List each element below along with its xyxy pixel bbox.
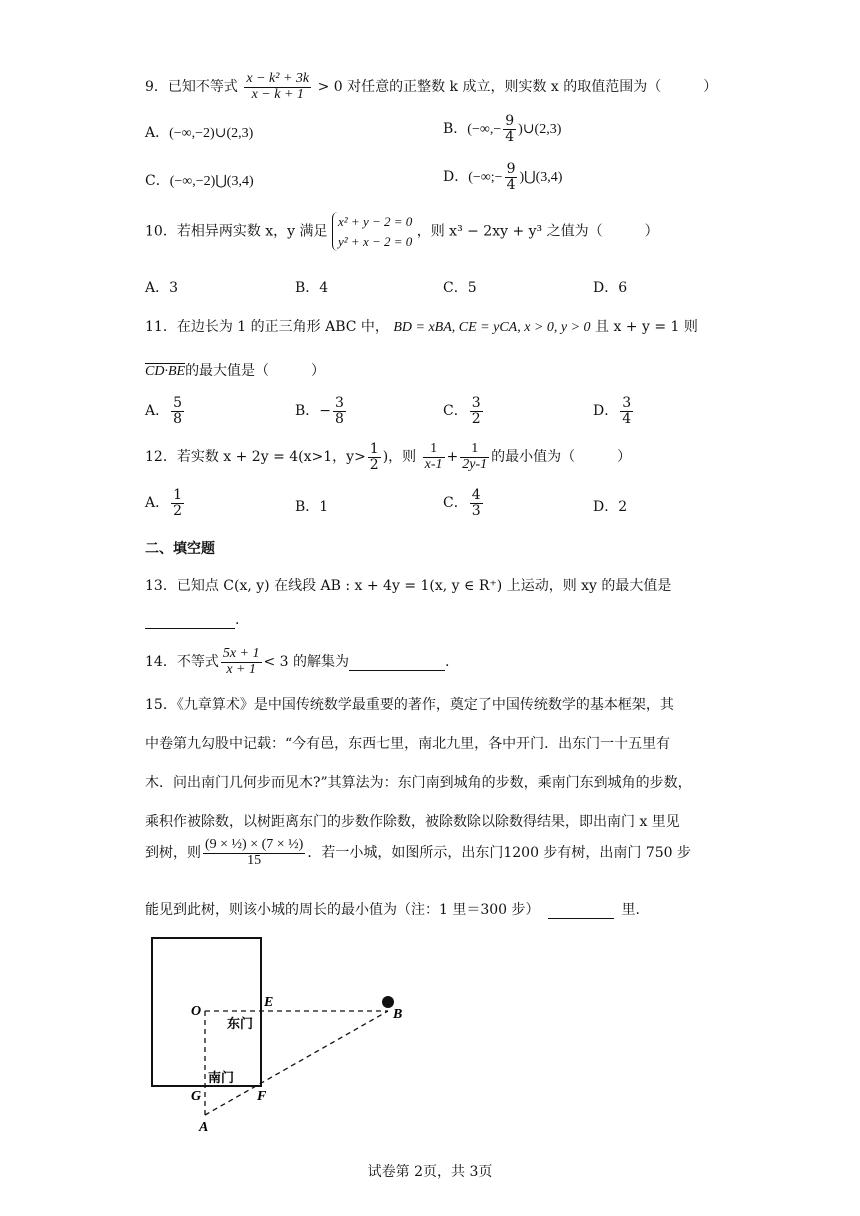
q12-number: 12．	[145, 449, 177, 466]
page-footer: 试卷第 2页，共 3页	[367, 1164, 493, 1180]
section-heading-fill-in: 二、填空题	[145, 541, 215, 557]
label-east-gate: 东门	[227, 1017, 254, 1032]
q11-condition: BD = xBA, CE = yCA, x > 0, y > 0	[393, 320, 591, 335]
q14-number: 14．	[145, 654, 177, 671]
q11-number: 11．	[145, 319, 177, 335]
label-o: O	[191, 1004, 202, 1019]
q9-option-d[interactable]: D．(−∞;− $\frac{9}{4}$ )⋃(3,4)	[443, 161, 563, 193]
q10-option-b[interactable]: B．4	[295, 280, 329, 296]
q11-stem: 11．在边长为 1 的正三角形 ABC 中， BD = xBA, CE = yCA, x > 0, y > 0 且 x + y = 1 则	[145, 319, 698, 335]
q10-system: x² + y − 2 = 0 y² + x − 2 = 0	[332, 212, 412, 251]
q10-option-d[interactable]: D．6	[593, 280, 628, 296]
q9-stem: 9．已知不等式 $\frac{\text{x − k² + 3k}}{x - k + 1}$ > 0 对任意的正整数 k 成立，则实数 x 的取值范围为（ ）	[145, 71, 718, 102]
q10-option-c[interactable]: C．5	[443, 280, 477, 296]
q15-line2: 中卷第九勾股中记载：“今有邑，东西七里，南北九里，各中开门．出东门一十五里有	[145, 736, 671, 752]
q9-option-b[interactable]: B．(−∞,− $\frac{9}{4}$ )∪(2,3)	[443, 113, 562, 145]
q11-stem-line2: CD·BE的最大值是（ ）	[145, 363, 326, 379]
label-e: E	[264, 995, 274, 1010]
q9-option-a[interactable]: A．(−∞,−2)∪(2,3)	[145, 125, 254, 141]
q13-number: 13．	[145, 578, 177, 594]
q15-line6: 能见到此树，则该小城的周长的最小值为（注：1 里＝300 步） 里.	[145, 902, 640, 918]
q15-line1: 15．《九章算术》是中国传统数学最重要的著作，奠定了中国传统数学的基本框架，其	[145, 697, 674, 713]
q11-option-c[interactable]: C． $\frac{3}{2}$	[443, 395, 481, 427]
q11-option-b[interactable]: B．− $\frac{3}{8}$	[295, 395, 344, 427]
q12-option-c[interactable]: C． $\frac{4}{3}$	[443, 487, 481, 519]
q11-option-a[interactable]: A． $\frac{5}{8}$	[145, 395, 183, 427]
q14-stem: 14．不等式 $\frac{5x + 1}{x + 1}$ < 3 的解集为 .	[145, 646, 450, 677]
label-b: B	[393, 1007, 403, 1022]
q15-line5: 到树，则 $\frac{\text{(9 × ½) × (7 × ½)}}{15}$ ．若一小城，如图所示，出东门1200 步有树，出南门 750 步	[145, 837, 692, 868]
label-a: A	[199, 1120, 209, 1135]
q10-option-a[interactable]: A．3	[145, 280, 179, 296]
q12-option-d[interactable]: D．2	[593, 499, 628, 515]
label-g: G	[191, 1089, 202, 1104]
q9-fraction: $\frac{\text{x − k² + 3k}}{x - k + 1}$	[246, 71, 310, 102]
label-f: F	[257, 1089, 267, 1104]
city-wall-rect	[152, 938, 261, 1086]
city-diagram	[140, 930, 430, 1140]
q12-option-a[interactable]: A． $\frac{1}{2}$	[145, 487, 183, 519]
q10-number: 10．	[145, 223, 177, 240]
q15-answer-blank[interactable]	[548, 902, 614, 919]
q13-answer-blank[interactable]: .	[145, 612, 239, 629]
q9-number: 9．	[145, 79, 168, 96]
q11-option-d[interactable]: D． $\frac{3}{4}$	[593, 395, 632, 427]
q15-line3: 木．问出南门几何步而见木?”其算法为：东门南到城角的步数，乘南门东到城角的步数，	[145, 775, 692, 791]
q15-formula: $\frac{\text{(9 × ½) × (7 × ½)}}{15}$	[205, 837, 304, 868]
q13-stem: 13．已知点 C(x, y) 在线段 AB : x + 4y = 1(x, y ∈ R⁺) 上运动，则 xy 的最大值是	[145, 578, 672, 594]
q14-answer-blank[interactable]	[349, 654, 445, 671]
q12-stem: 12．若实数 x + 2y = 4(x>1，y> $\frac{1}{2}$ )，则 $\frac{1}{x-1}$ + $\frac{1}{2y-1}$ 的最小值为（ ）	[145, 441, 632, 473]
q15-line4: 乘积作被除数，以树距离东门的步数作除数，被除数除以除数得结果，即出南门 x 里见	[145, 814, 680, 830]
q12-option-b[interactable]: B．1	[295, 499, 329, 515]
q10-stem: 10．若相异两实数 x，y 满足 x² + y − 2 = 0 y² + x − 2 = 0 ，则 x³ − 2xy + y³ 之值为（ ）	[145, 212, 659, 251]
q11-dot-product: CD·BE	[145, 364, 186, 379]
q9-option-c[interactable]: C．(−∞,−2)⋃(3,4)	[145, 173, 254, 189]
label-south-gate: 南门	[208, 1071, 235, 1086]
